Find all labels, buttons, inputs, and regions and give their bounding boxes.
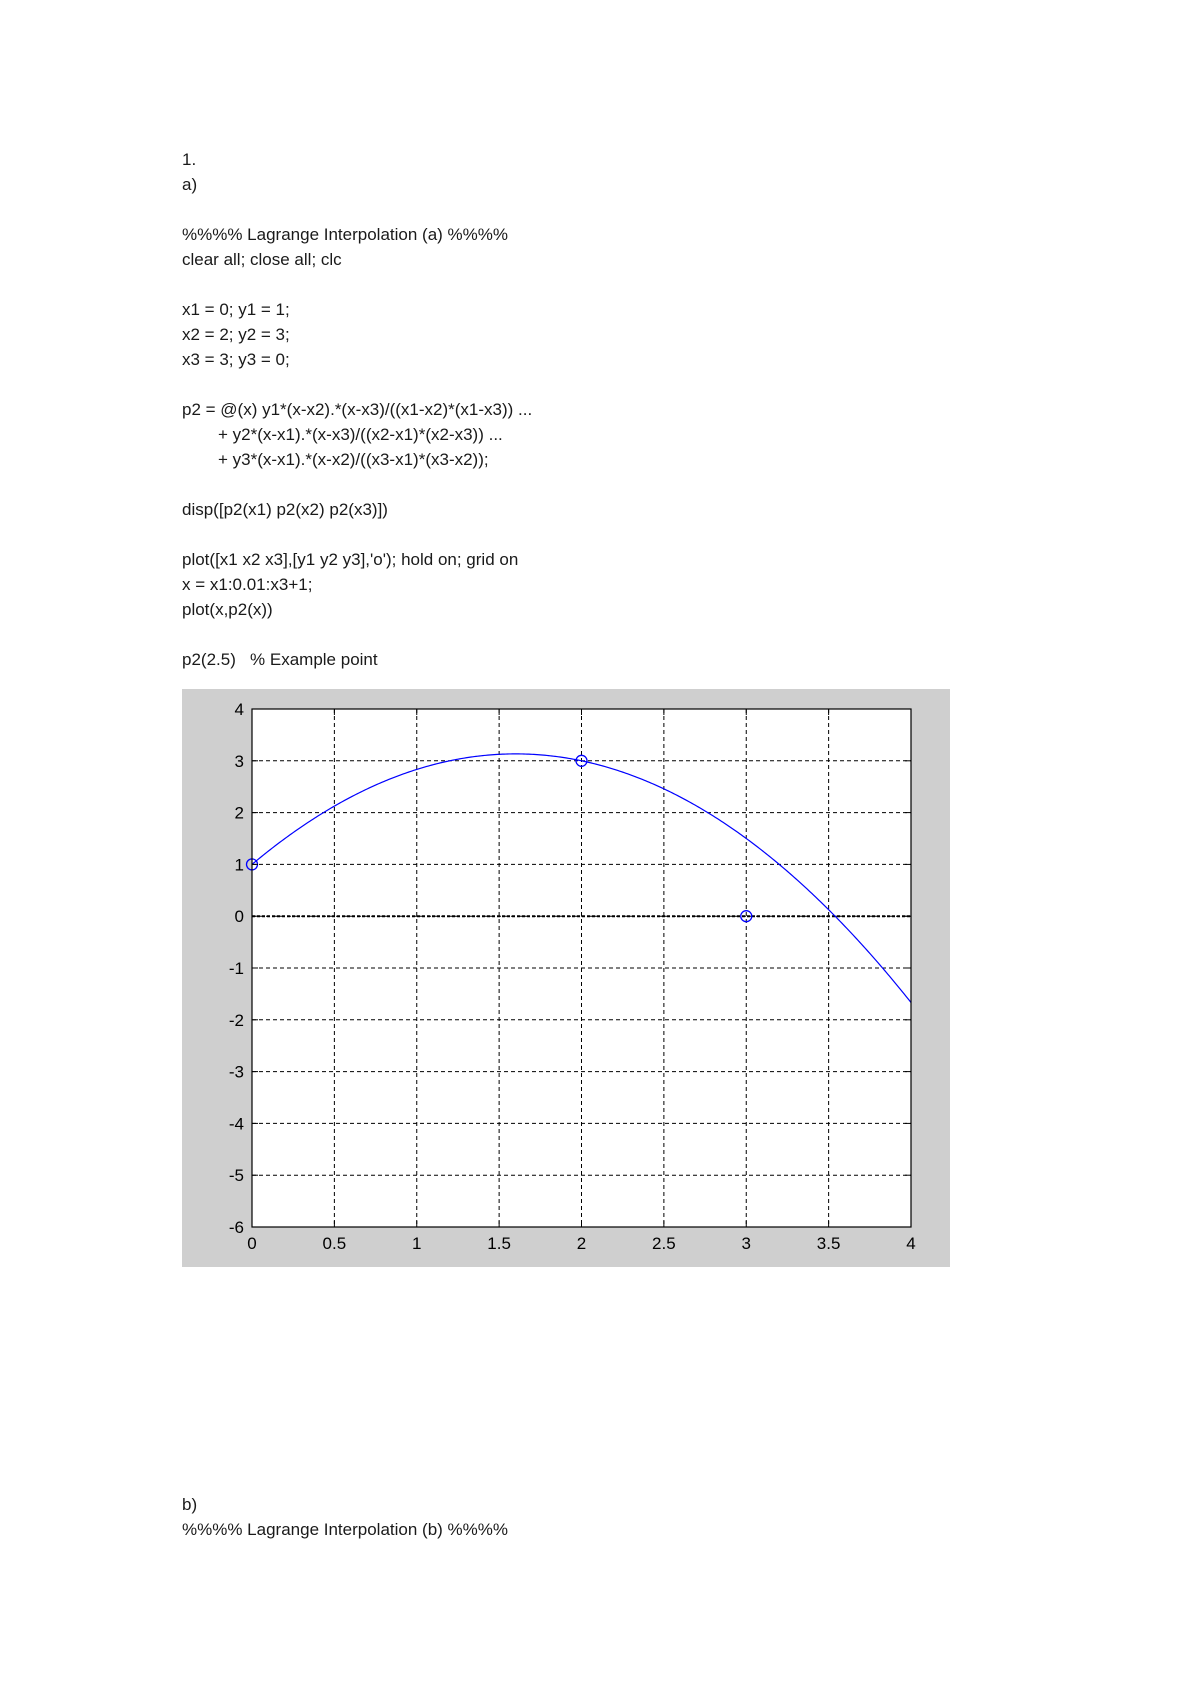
code-line: p2(2.5) % Example point	[182, 650, 378, 669]
x-tick-label: 3	[741, 1234, 751, 1253]
y-tick-label: 4	[234, 700, 244, 719]
x-tick-label: 2.5	[652, 1234, 676, 1253]
y-tick-label: -5	[228, 1166, 244, 1186]
y-tick-label: 1	[234, 855, 244, 875]
y-tick-label: 3	[234, 751, 244, 771]
x-tick-label: 1.5	[487, 1234, 511, 1253]
code-line: x1 = 0; y1 = 1;	[182, 300, 290, 319]
y-tick-label: -2	[228, 1010, 244, 1030]
x-tick-label: 0	[247, 1234, 257, 1253]
code-line: + y2*(x-x1).*(x-x3)/((x2-x1)*(x2-x3)) ...	[218, 425, 503, 444]
x-tick-label: 4	[906, 1234, 916, 1253]
code-line: plot([x1 x2 x3],[y1 y2 y3],'o'); hold on; grid on	[182, 550, 519, 569]
plot-figure	[182, 689, 950, 1267]
code-title-a: %%%% Lagrange Interpolation (a) %%%%	[182, 225, 509, 244]
x-tick-label: 3.5	[816, 1234, 841, 1253]
code-line: + y3*(x-x1).*(x-x2)/((x3-x1)*(x3-x2));	[218, 450, 489, 469]
code-line: x3 = 3; y3 = 0;	[182, 350, 290, 369]
part-b-label: b)	[182, 1495, 198, 1514]
y-tick-label: -6	[228, 1218, 244, 1237]
plot-canvas	[182, 689, 950, 1267]
code-title-b: %%%% Lagrange Interpolation (b) %%%%	[182, 1520, 509, 1539]
x-tick-label: 0.5	[322, 1234, 347, 1253]
code-line: x2 = 2; y2 = 3;	[182, 325, 290, 344]
code-line: plot(x,p2(x))	[182, 600, 273, 619]
part-a-label: a)	[182, 175, 198, 194]
y-tick-label: 0	[234, 907, 244, 927]
y-tick-label: -3	[228, 1062, 244, 1082]
section-number: 1.	[182, 150, 197, 169]
code-line: clear all; close all; clc	[182, 250, 342, 269]
code-line: x = x1:0.01:x3+1;	[182, 575, 313, 594]
code-line: disp([p2(x1) p2(x2) p2(x3)])	[182, 500, 388, 519]
y-tick-label: -4	[228, 1114, 244, 1134]
x-tick-label: 2	[576, 1234, 587, 1253]
code-line: p2 = @(x) y1*(x-x2).*(x-x3)/((x1-x2)*(x1-x3)) ...	[182, 400, 533, 419]
y-tick-label: -1	[228, 959, 244, 978]
y-tick-label: 2	[234, 803, 244, 823]
x-tick-label: 1	[412, 1234, 422, 1253]
